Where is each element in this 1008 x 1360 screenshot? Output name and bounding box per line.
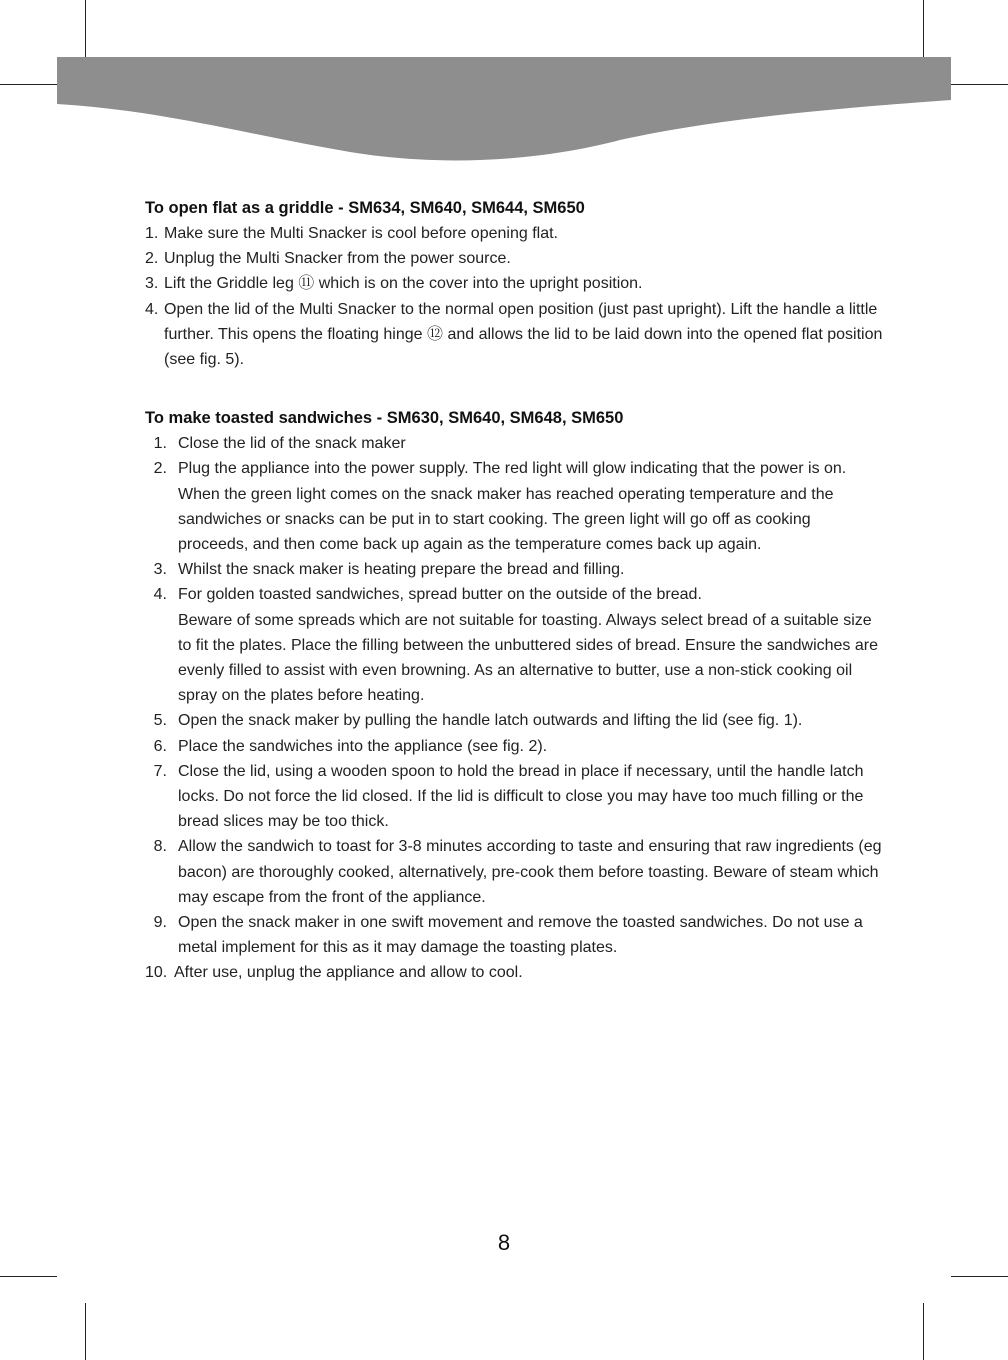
step-text: Unplug the Multi Snacker from the power source. <box>164 250 511 268</box>
list-item <box>145 910 885 960</box>
list-item <box>145 708 885 733</box>
section-heading-griddle: To open flat as a griddle - SM634, SM640, SM644, SM650 <box>145 199 585 217</box>
step-number: 1. <box>153 435 167 453</box>
step-text: After use, unplug the appliance and allow to cool. <box>174 964 523 982</box>
step-text: Place the sandwiches into the appliance (see fig. 2). <box>178 737 548 755</box>
step-number: 5. <box>153 712 167 730</box>
step-text: Allow the sandwich to toast for 3-8 minutes according to taste and ensuring that raw ingredients (eg bacon) are thoroughly cooked, alternatively, pre-cook them before toasting. Beware of steam which may escape from the front of the appliance. <box>178 838 882 906</box>
crop-mark <box>0 1276 57 1277</box>
list-item <box>145 834 885 910</box>
step-text: Plug the appliance into the power supply. The red light will glow indicating that the power is on. When the green light comes on the snack maker has reached operating temperature and the sandwiches or snacks can be put in to start cooking. The green light will go off as cooking proceeds, and then come back up again as the temperature comes back up again. <box>178 460 847 554</box>
step-text: Open the lid of the Multi Snacker to the normal open position (just past upright). Lift the handle a little further. This opens the floating hinge ⑫ and allows the lid to be laid down into the opened flat position (see fig. 5). <box>164 300 883 369</box>
crop-mark <box>85 1303 86 1360</box>
griddle-steps-list <box>145 221 885 372</box>
step-number: 7. <box>153 762 167 780</box>
list-item <box>145 456 885 557</box>
step-number: 1. <box>145 225 159 242</box>
step-text-continued: Beware of some spreads which are not suitable for toasting. Always select bread of a suitable size to fit the plates. Place the filling between the unbuttered sides of bread. Ensure the sandwiches are evenly filled to assist with even browning. As an alternative to butter, use a non-stick cooking oil spray on the plates before heating. <box>178 611 878 705</box>
step-text: Whilst the snack maker is heating prepare the bread and filling. <box>178 561 625 579</box>
list-item <box>145 557 885 582</box>
list-item <box>145 960 885 985</box>
step-number: 3. <box>145 275 159 293</box>
list-item <box>145 582 885 708</box>
wave-shape <box>57 57 951 160</box>
step-number: 4. <box>145 300 159 318</box>
step-number: 3. <box>153 561 167 579</box>
step-number: 9. <box>153 914 167 932</box>
list-item <box>145 431 885 456</box>
list-item <box>145 759 885 835</box>
step-text: For golden toasted sandwiches, spread butter on the outside of the bread. <box>178 586 702 604</box>
step-text: Open the snack maker by pulling the handle latch outwards and lifting the lid (see fig. 1). <box>178 712 803 730</box>
sandwich-steps-list <box>145 431 885 985</box>
crop-mark <box>951 1276 1008 1277</box>
page-number: 8 <box>497 1230 511 1255</box>
step-text: Make sure the Multi Snacker is cool before opening flat. <box>164 225 558 242</box>
list-item <box>145 734 885 759</box>
step-text: Lift the Griddle leg ⑪ which is on the cover into the upright position. <box>164 275 643 293</box>
step-number: 4. <box>153 586 167 604</box>
step-number: 2. <box>153 460 167 478</box>
section-heading-toasted-sandwiches: To make toasted sandwiches - SM630, SM640, SM648, SM650 <box>145 409 624 428</box>
step-number: 10. <box>145 964 168 982</box>
step-text: Close the lid, using a wooden spoon to hold the bread in place if necessary, until the handle latch locks. Do not force the lid closed. If the lid is difficult to close you may have too much filling or the bread slices may be too thick. <box>178 762 864 831</box>
step-text: Open the snack maker in one swift movement and remove the toasted sandwiches. Do not use a metal implement for this as it may damage the toasting plates. <box>178 914 863 957</box>
list-item <box>145 246 885 271</box>
header-wave-banner <box>0 0 1008 170</box>
list-item <box>145 297 885 373</box>
step-text: Close the lid of the snack maker <box>178 435 406 453</box>
step-number: 2. <box>145 250 159 268</box>
crop-mark <box>923 1303 924 1360</box>
list-item <box>145 271 885 296</box>
list-item <box>145 221 885 246</box>
step-number: 8. <box>153 838 167 856</box>
step-number: 6. <box>153 737 167 755</box>
instructions-content <box>145 196 885 986</box>
